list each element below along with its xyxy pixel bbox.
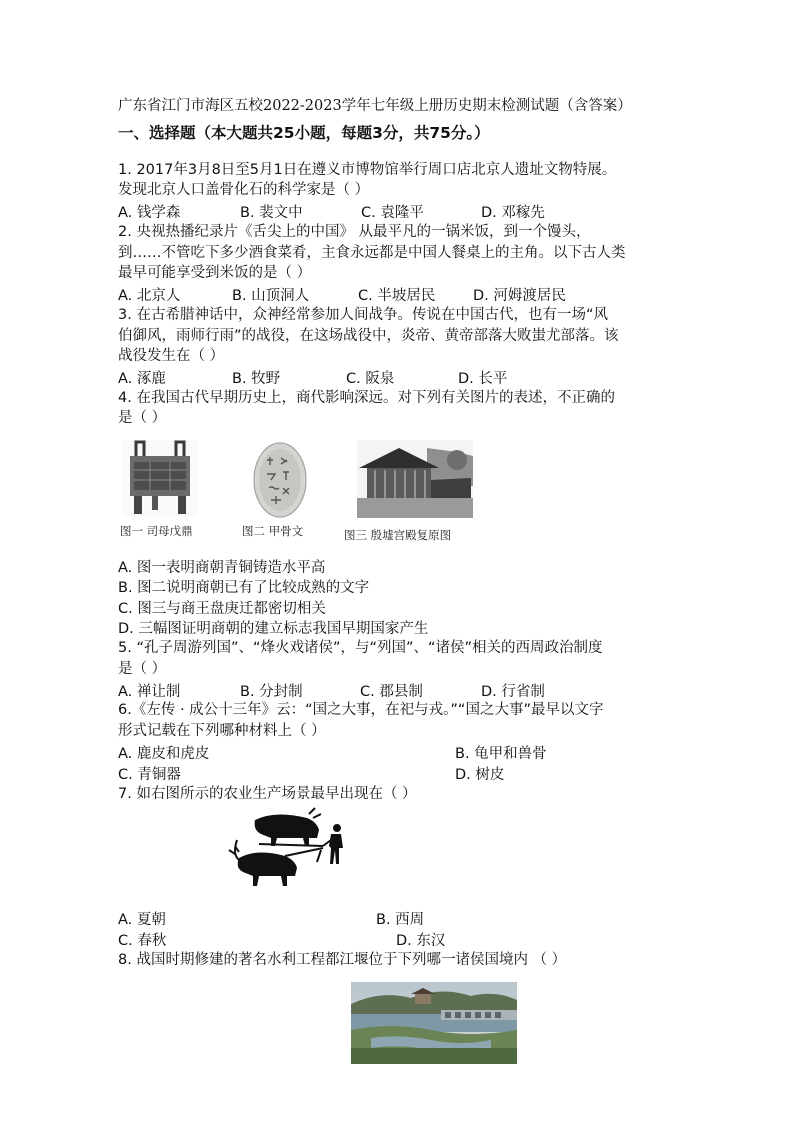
q7-option-a: A. 夏朝 xyxy=(118,912,166,928)
dujiangyan-photo xyxy=(351,982,517,1064)
q3-option-a: A. 涿鹿 xyxy=(118,371,166,387)
q6-option-a: A. 鹿皮和虎皮 xyxy=(118,746,210,762)
q5-line2: 是（ ） xyxy=(118,661,167,677)
figure1-caption: 图一 司母戊鼎 xyxy=(120,524,193,538)
q6-line2: 形式记载在下列哪种材料上（ ） xyxy=(118,723,326,739)
q5-option-b: B. 分封制 xyxy=(240,684,303,700)
q4-option-c: C. 图三与商王盘庚迁都密切相关 xyxy=(118,601,326,617)
q7-option-b: B. 西周 xyxy=(376,912,425,928)
q1-option-c: C. 袁隆平 xyxy=(361,205,424,221)
ding-bronze-vessel-image xyxy=(122,440,198,516)
oracle-bone-image xyxy=(253,442,307,518)
q2-option-a: A. 北京人 xyxy=(118,288,181,304)
figure3-caption: 图三 殷墟宫殿复原图 xyxy=(344,528,452,542)
q3-line2: 伯御风，雨师行雨”的战役，在这场战役中，炎帝、黄帝部落大败蚩尤部落。该 xyxy=(118,328,619,344)
q5-option-c: C. 郡县制 xyxy=(360,684,423,700)
q1-option-b: B. 裴文中 xyxy=(240,205,303,221)
q5-line1: 5. “孔子周游列国”、“烽火戏诸侯”，与“列国”、“诸侯”相关的西周政治制度 xyxy=(118,640,603,656)
q2-option-b: B. 山顶洞人 xyxy=(232,288,310,304)
q5-option-d: D. 行省制 xyxy=(481,684,545,700)
exam-title: 广东省江门市海区五校2022-2023学年七年级上册历史期末检测试题（含答案） xyxy=(118,98,632,114)
q7-option-d: D. 东汉 xyxy=(396,933,446,949)
q4-option-a: A. 图一表明商朝青铜铸造水平高 xyxy=(118,560,326,576)
figure2-caption: 图二 甲骨文 xyxy=(242,524,304,538)
q4-line1: 4. 在我国古代早期历史上，商代影响深远。对下列有关图片的表述，不正确的 xyxy=(118,390,615,406)
q5-option-a: A. 禅让制 xyxy=(118,684,181,700)
q4-line2: 是（ ） xyxy=(118,410,167,426)
q3-line1: 3. 在古希腊神话中，众神经常参加人间战争。传说在中国古代，也有一场“风 xyxy=(118,307,608,323)
q2-line1: 2. 央视热播纪录片《舌尖上的中国》 从最平凡的一锅米饭，到一个馒头， xyxy=(118,224,591,240)
q1-line1: 1. 2017年3月8日至5月1日在遵义市博物馆举行周口店北京人遗址文物特展。 xyxy=(118,162,617,178)
q1-option-d: D. 邓稼先 xyxy=(481,205,545,221)
q2-option-c: C. 半坡居民 xyxy=(358,288,436,304)
section-heading: 一、选择题（本大题共25小题，每题3分，共75分。） xyxy=(118,124,490,142)
q6-option-c: C. 青铜器 xyxy=(118,767,181,783)
q6-line1: 6.《左传 · 成公十三年》云：“国之大事，在祀与戎。”“国之大事”最早以文字 xyxy=(118,702,604,718)
yinxu-palace-image xyxy=(357,440,473,518)
q1-line2: 发现北京人口盖骨化石的科学家是（ ） xyxy=(118,182,370,198)
q3-option-d: D. 长平 xyxy=(458,371,508,387)
q7-option-c: C. 春秋 xyxy=(118,933,167,949)
q6-option-b: B. 龟甲和兽骨 xyxy=(455,746,547,762)
q3-option-b: B. 牧野 xyxy=(232,371,281,387)
q7-line1: 7. 如右图所示的农业生产场景最早出现在（ ） xyxy=(118,786,417,802)
q2-line2: 到……不管吃下多少酒食菜肴，主食永远都是中国人餐桌上的主角。以下古人类 xyxy=(118,245,626,261)
q3-option-c: C. 阪泉 xyxy=(346,371,395,387)
ox-plowing-image xyxy=(225,806,353,890)
q8-line1: 8. 战国时期修建的著名水利工程都江堰位于下列哪一诸侯国境内 （ ） xyxy=(118,952,567,968)
q4-option-d: D. 三幅图证明商朝的建立标志我国早期国家产生 xyxy=(118,621,429,637)
q3-line3: 战役发生在（ ） xyxy=(118,348,225,364)
q4-option-b: B. 图二说明商朝已有了比较成熟的文字 xyxy=(118,580,370,596)
q6-option-d: D. 树皮 xyxy=(455,767,505,783)
q2-line3: 最早可能享受到米饭的是（ ） xyxy=(118,265,312,281)
q1-option-a: A. 钱学森 xyxy=(118,205,181,221)
q2-option-d: D. 河姆渡居民 xyxy=(473,288,566,304)
